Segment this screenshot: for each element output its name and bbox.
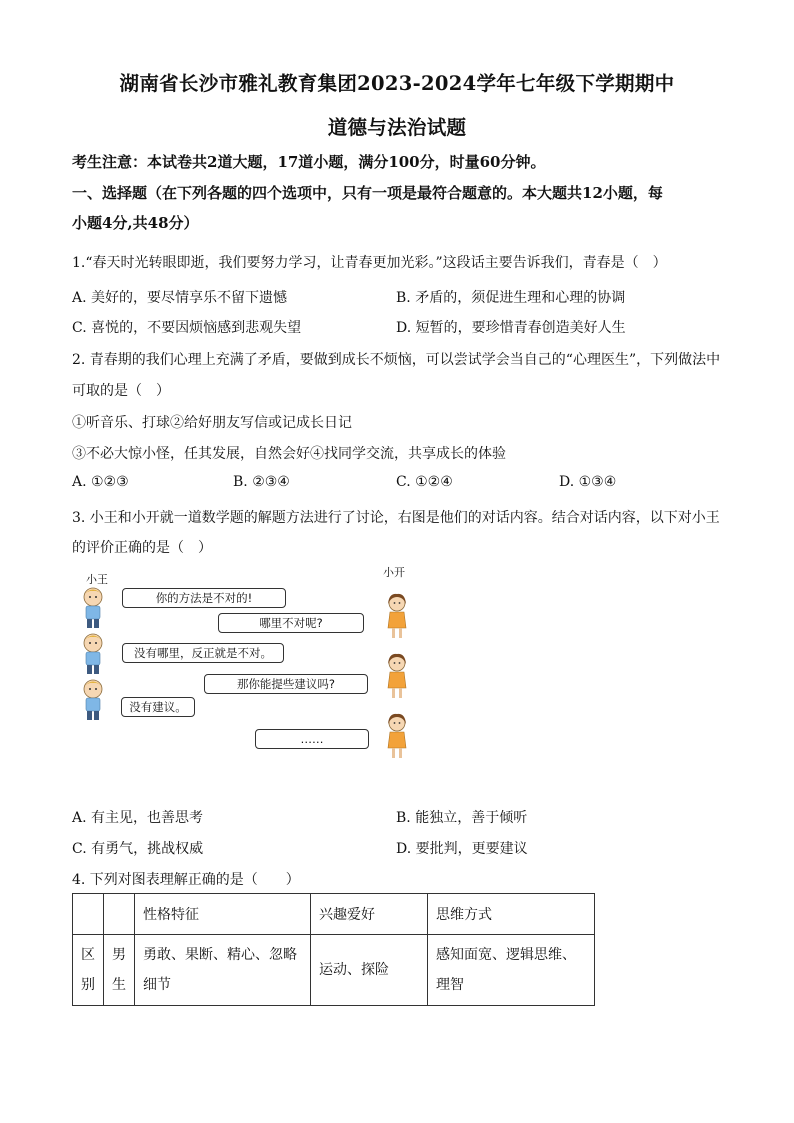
section1-heading-line2: 小题4分,共48分） <box>72 214 199 232</box>
q3-option-c: C. 有勇气，挑战权威 <box>72 841 204 857</box>
q1-option-c: C. 喜悦的，不要因烦恼感到悲观失望 <box>72 320 302 336</box>
q2-stem-line2: 可取的是（ ） <box>72 383 170 399</box>
q4-stem: 4. 下列对图表理解正确的是（ ） <box>72 872 300 888</box>
q2-option-b: B. ②③④ <box>233 474 290 490</box>
q2-items-line2: ③不必大惊小怪，任其发展，自然会好④找同学交流，共享成长的体验 <box>72 446 506 462</box>
dialogue-bubble-xiaowang-3: 没有建议。 <box>121 697 195 717</box>
girl-avatar-icon <box>385 592 409 640</box>
q3-option-b: B. 能独立，善于倾听 <box>396 810 528 826</box>
q2-option-c: C. ①②④ <box>396 474 453 490</box>
q3-stem-line2: 的评价正确的是（ ） <box>72 540 212 556</box>
q2-option-a: A. ①②③ <box>72 474 129 490</box>
q1-option-b: B. 矛盾的，须促进生理和心理的协调 <box>396 290 626 306</box>
table-cell-trait: 勇敢、果断、精心、忽略细节 <box>135 935 311 1006</box>
boy-avatar-icon <box>78 630 108 676</box>
q2-stem-line1: 2. 青春期的我们心理上充满了矛盾，要做到成长不烦恼，可以尝试学会当自己的“心理医生”，下列做法中 <box>72 352 721 368</box>
speaker-label-xiaokai: 小开 <box>383 566 405 579</box>
girl-avatar-icon <box>385 712 409 760</box>
exam-notice: 考生注意：本试卷共2道大题，17道小题，满分100分，时量60分钟。 <box>72 153 546 171</box>
table-cell-difference: 区别 <box>73 935 104 1006</box>
table-header-hobby: 兴趣爱好 <box>311 894 428 935</box>
girl-avatar-icon <box>385 652 409 700</box>
table-header-thinking: 思维方式 <box>428 894 595 935</box>
boy-avatar-icon <box>78 584 108 630</box>
q1-option-d: D. 短暂的，要珍惜青春创造美好人生 <box>396 320 626 336</box>
table-cell-boys: 男生 <box>104 935 135 1006</box>
speaker-label-xiaowang: 小王 <box>86 573 108 586</box>
table-row <box>73 935 595 1006</box>
q3-dialogue-figure <box>72 562 417 762</box>
q3-stem-line1: 3. 小王和小开就一道数学题的解题方法进行了讨论，右图是他们的对话内容。结合对话内容，以下对小王 <box>72 510 720 526</box>
q2-option-d: D. ①③④ <box>559 474 617 490</box>
q3-option-d: D. 要批判，更要建议 <box>396 841 528 857</box>
table-header-row <box>73 894 595 935</box>
q1-stem: 1.“春天时光转眼即逝，我们要努力学习，让青春更加光彩。”这段话主要告诉我们，青春是（ ） <box>72 255 667 271</box>
table-header-cell <box>104 894 135 935</box>
q3-option-a: A. 有主见，也善思考 <box>72 810 204 826</box>
table-header-trait: 性格特征 <box>135 894 311 935</box>
dialogue-bubble-xiaokai-2: 那你能提些建议吗? <box>204 674 368 694</box>
dialogue-bubble-xiaowang-1: 你的方法是不对的! <box>122 588 286 608</box>
table-cell-thinking: 感知面宽、逻辑思维、理智 <box>428 935 595 1006</box>
q4-comparison-table <box>72 893 595 1006</box>
dialogue-bubble-xiaokai-1: 哪里不对呢? <box>218 613 364 633</box>
exam-title-line2: 道德与法治试题 <box>327 116 467 139</box>
table-cell-hobby: 运动、探险 <box>311 935 428 1006</box>
q2-items-line1: ①听音乐、打球②给好朋友写信或记成长日记 <box>72 415 352 431</box>
dialogue-bubble-xiaowang-2: 没有哪里，反正就是不对。 <box>122 643 284 663</box>
table-header-cell <box>73 894 104 935</box>
q1-option-a: A. 美好的，要尽情享乐不留下遗憾 <box>72 290 288 306</box>
boy-avatar-icon <box>78 676 108 722</box>
dialogue-bubble-xiaokai-3: …… <box>255 729 369 749</box>
section1-heading-line1: 一、选择题（在下列各题的四个选项中，只有一项是最符合题意的。本大题共12小题，每 <box>72 184 663 202</box>
exam-title-line1: 湖南省长沙市雅礼教育集团2023-2024学年七年级下学期期中 <box>119 72 675 95</box>
